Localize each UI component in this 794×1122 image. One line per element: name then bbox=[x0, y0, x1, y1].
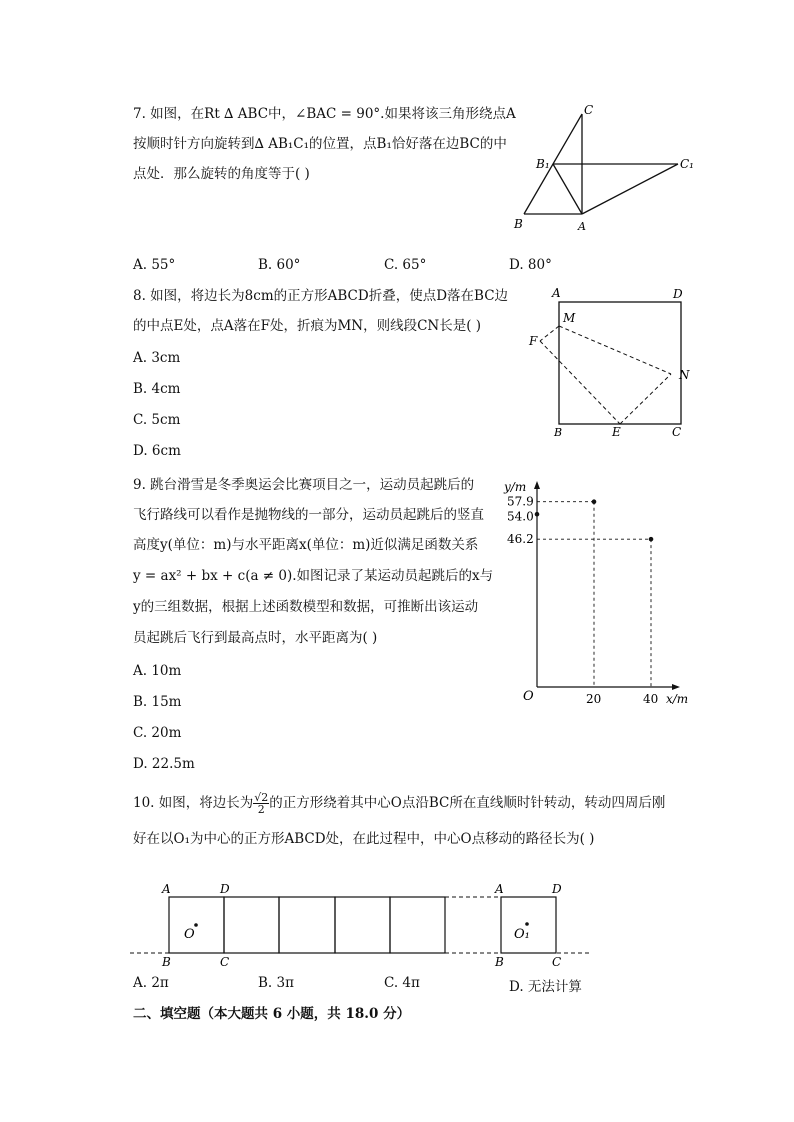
q10-line-1-prefix: 10. 如图，将边长为 bbox=[133, 795, 254, 811]
q8-label-N: N bbox=[679, 368, 690, 382]
q9-line-5: y的三组数据，根据上述函数模型和数据，可推断出该运动 bbox=[133, 599, 479, 615]
q7-option-c[interactable]: C. 65° bbox=[384, 257, 427, 273]
q9-y-arrow bbox=[534, 481, 540, 489]
q8-option-b[interactable]: B. 4cm bbox=[133, 381, 181, 397]
q10-line-2: 好在以O₁为中心的正方形ABCD处，在此过程中，中心O点移动的路径长为( ) bbox=[133, 831, 595, 847]
q10-line-1 bbox=[133, 791, 665, 815]
q8-label-B: B bbox=[554, 426, 563, 439]
q9-xtick-1: 40 bbox=[643, 692, 659, 706]
q7-option-d[interactable]: D. 80° bbox=[509, 257, 552, 273]
q10-label-O: O bbox=[184, 927, 195, 942]
q10-label-C-end: C bbox=[552, 955, 562, 969]
q9-option-a[interactable]: A. 10m bbox=[133, 663, 182, 679]
q8-option-a[interactable]: A. 3cm bbox=[133, 350, 181, 366]
q9-line-6: 员起跳后飞行到最高点时，水平距离为( ) bbox=[133, 630, 378, 646]
q8-option-d[interactable]: D. 6cm bbox=[133, 443, 181, 459]
q7-line-2: 按顺时针方向旋转到∆ AB₁C₁的位置，点B₁恰好落在边BC的中 bbox=[133, 136, 507, 152]
q10-square-3 bbox=[279, 897, 335, 953]
q8-label-E: E bbox=[612, 425, 621, 439]
q8-fold-MN bbox=[559, 326, 671, 374]
q10-label-A: A bbox=[162, 882, 171, 896]
q7-figure bbox=[500, 100, 710, 240]
q9-line-4: y = ax² + bx + c(a ≠ 0).如图记录了某运动员起跳后的x与 bbox=[133, 568, 494, 584]
section-2-heading: 二、填空题（本大题共 6 小题，共 18.0 分） bbox=[133, 1006, 411, 1022]
q8-square-ABCD bbox=[559, 302, 681, 424]
q7-side-C1A bbox=[582, 164, 678, 214]
q9-line-2: 飞行路线可以看作是抛物线的一部分，运动员起跳后的竖直 bbox=[133, 507, 484, 523]
q10-fraction-num: √2 bbox=[254, 791, 269, 804]
q9-y-axis-label: y/m bbox=[504, 480, 527, 494]
q8-label-D: D bbox=[673, 287, 683, 301]
q8-option-c[interactable]: C. 5cm bbox=[133, 412, 181, 428]
q10-fraction-den: 2 bbox=[257, 803, 265, 816]
q8-dash-EN bbox=[620, 374, 671, 424]
q7-option-b[interactable]: B. 60° bbox=[258, 257, 301, 273]
q7-label-B: B bbox=[514, 217, 523, 231]
q8-dash-MF bbox=[540, 326, 559, 341]
q10-option-b[interactable]: B. 3π bbox=[258, 975, 294, 991]
q10-center-O1 bbox=[525, 922, 529, 926]
q9-point-0 bbox=[535, 512, 540, 517]
q10-square-4 bbox=[335, 897, 390, 953]
q10-label-D-end: D bbox=[552, 882, 562, 896]
q9-xtick-0: 20 bbox=[586, 692, 602, 706]
q9-x-axis-label: x/m bbox=[666, 692, 689, 706]
q9-x-arrow bbox=[672, 684, 680, 690]
q8-label-C: C bbox=[672, 425, 682, 439]
q9-origin-label: O bbox=[523, 689, 534, 704]
q10-label-B: B bbox=[162, 955, 171, 969]
q9-option-c[interactable]: C. 20m bbox=[133, 725, 182, 741]
q7-line-3: 点处．那么旋转的角度等于( ) bbox=[133, 166, 310, 182]
q10-option-c[interactable]: C. 4π bbox=[384, 975, 420, 991]
q7-side-B1A bbox=[553, 164, 582, 214]
q9-line-3: 高度y(单位：m)与水平距离x(单位：m)近似满足函数关系 bbox=[133, 537, 479, 553]
q7-line-1: 7. 如图，在Rt ∆ ABC中，∠BAC = 90°.如果将该三角形绕点A bbox=[133, 106, 516, 122]
q7-label-C: C bbox=[584, 103, 594, 117]
q9-point-2 bbox=[649, 537, 654, 542]
q8-label-F: F bbox=[529, 334, 538, 348]
q10-label-C: C bbox=[220, 955, 230, 969]
q9-ytick-1: 54.0 bbox=[507, 509, 534, 524]
q10-option-a[interactable]: A. 2π bbox=[133, 975, 169, 991]
q9-line-1: 9. 跳台滑雪是冬季奥运会比赛项目之一，运动员起跳后的 bbox=[133, 477, 475, 493]
q10-square-5 bbox=[390, 897, 445, 953]
q9-chart bbox=[500, 475, 700, 715]
q9-ytick-0: 57.9 bbox=[507, 494, 534, 509]
q9-option-d[interactable]: D. 22.5m bbox=[133, 756, 195, 772]
q8-label-M: M bbox=[563, 311, 576, 325]
q10-square-end bbox=[501, 897, 556, 953]
q9-ytick-2: 46.2 bbox=[507, 532, 534, 547]
q10-center-O bbox=[194, 923, 198, 927]
q7-label-A: A bbox=[578, 220, 586, 233]
q8-label-A: A bbox=[552, 286, 561, 300]
q7-option-a[interactable]: A. 55° bbox=[133, 257, 176, 273]
q8-line-2: 的中点E处，点A落在F处，折痕为MN，则线段CN长是( ) bbox=[133, 318, 482, 334]
q8-line-1: 8. 如图，将边长为8cm的正方形ABCD折叠，使点D落在BC边 bbox=[133, 288, 509, 304]
q10-line-1-suffix: 的正方形绕着其中心O点沿BC所在直线顺时针转动，转动四周后刚 bbox=[269, 795, 666, 811]
q7-label-C1: C₁ bbox=[680, 157, 694, 171]
q10-fraction bbox=[253, 792, 269, 815]
q10-option-d[interactable]: D. 无法计算 bbox=[509, 979, 582, 995]
q7-label-B1: B₁ bbox=[536, 157, 550, 171]
q10-label-B-end: B bbox=[495, 955, 504, 969]
q10-figure bbox=[125, 878, 595, 968]
q8-dash-FE bbox=[540, 341, 620, 424]
q10-label-D: D bbox=[220, 882, 230, 896]
q9-option-b[interactable]: B. 15m bbox=[133, 694, 182, 710]
q8-figure bbox=[525, 285, 705, 445]
q10-label-A-end: A bbox=[495, 882, 504, 896]
q10-square-2 bbox=[224, 897, 279, 953]
q10-label-O1: O₁ bbox=[514, 927, 530, 942]
q9-point-1 bbox=[592, 499, 597, 504]
